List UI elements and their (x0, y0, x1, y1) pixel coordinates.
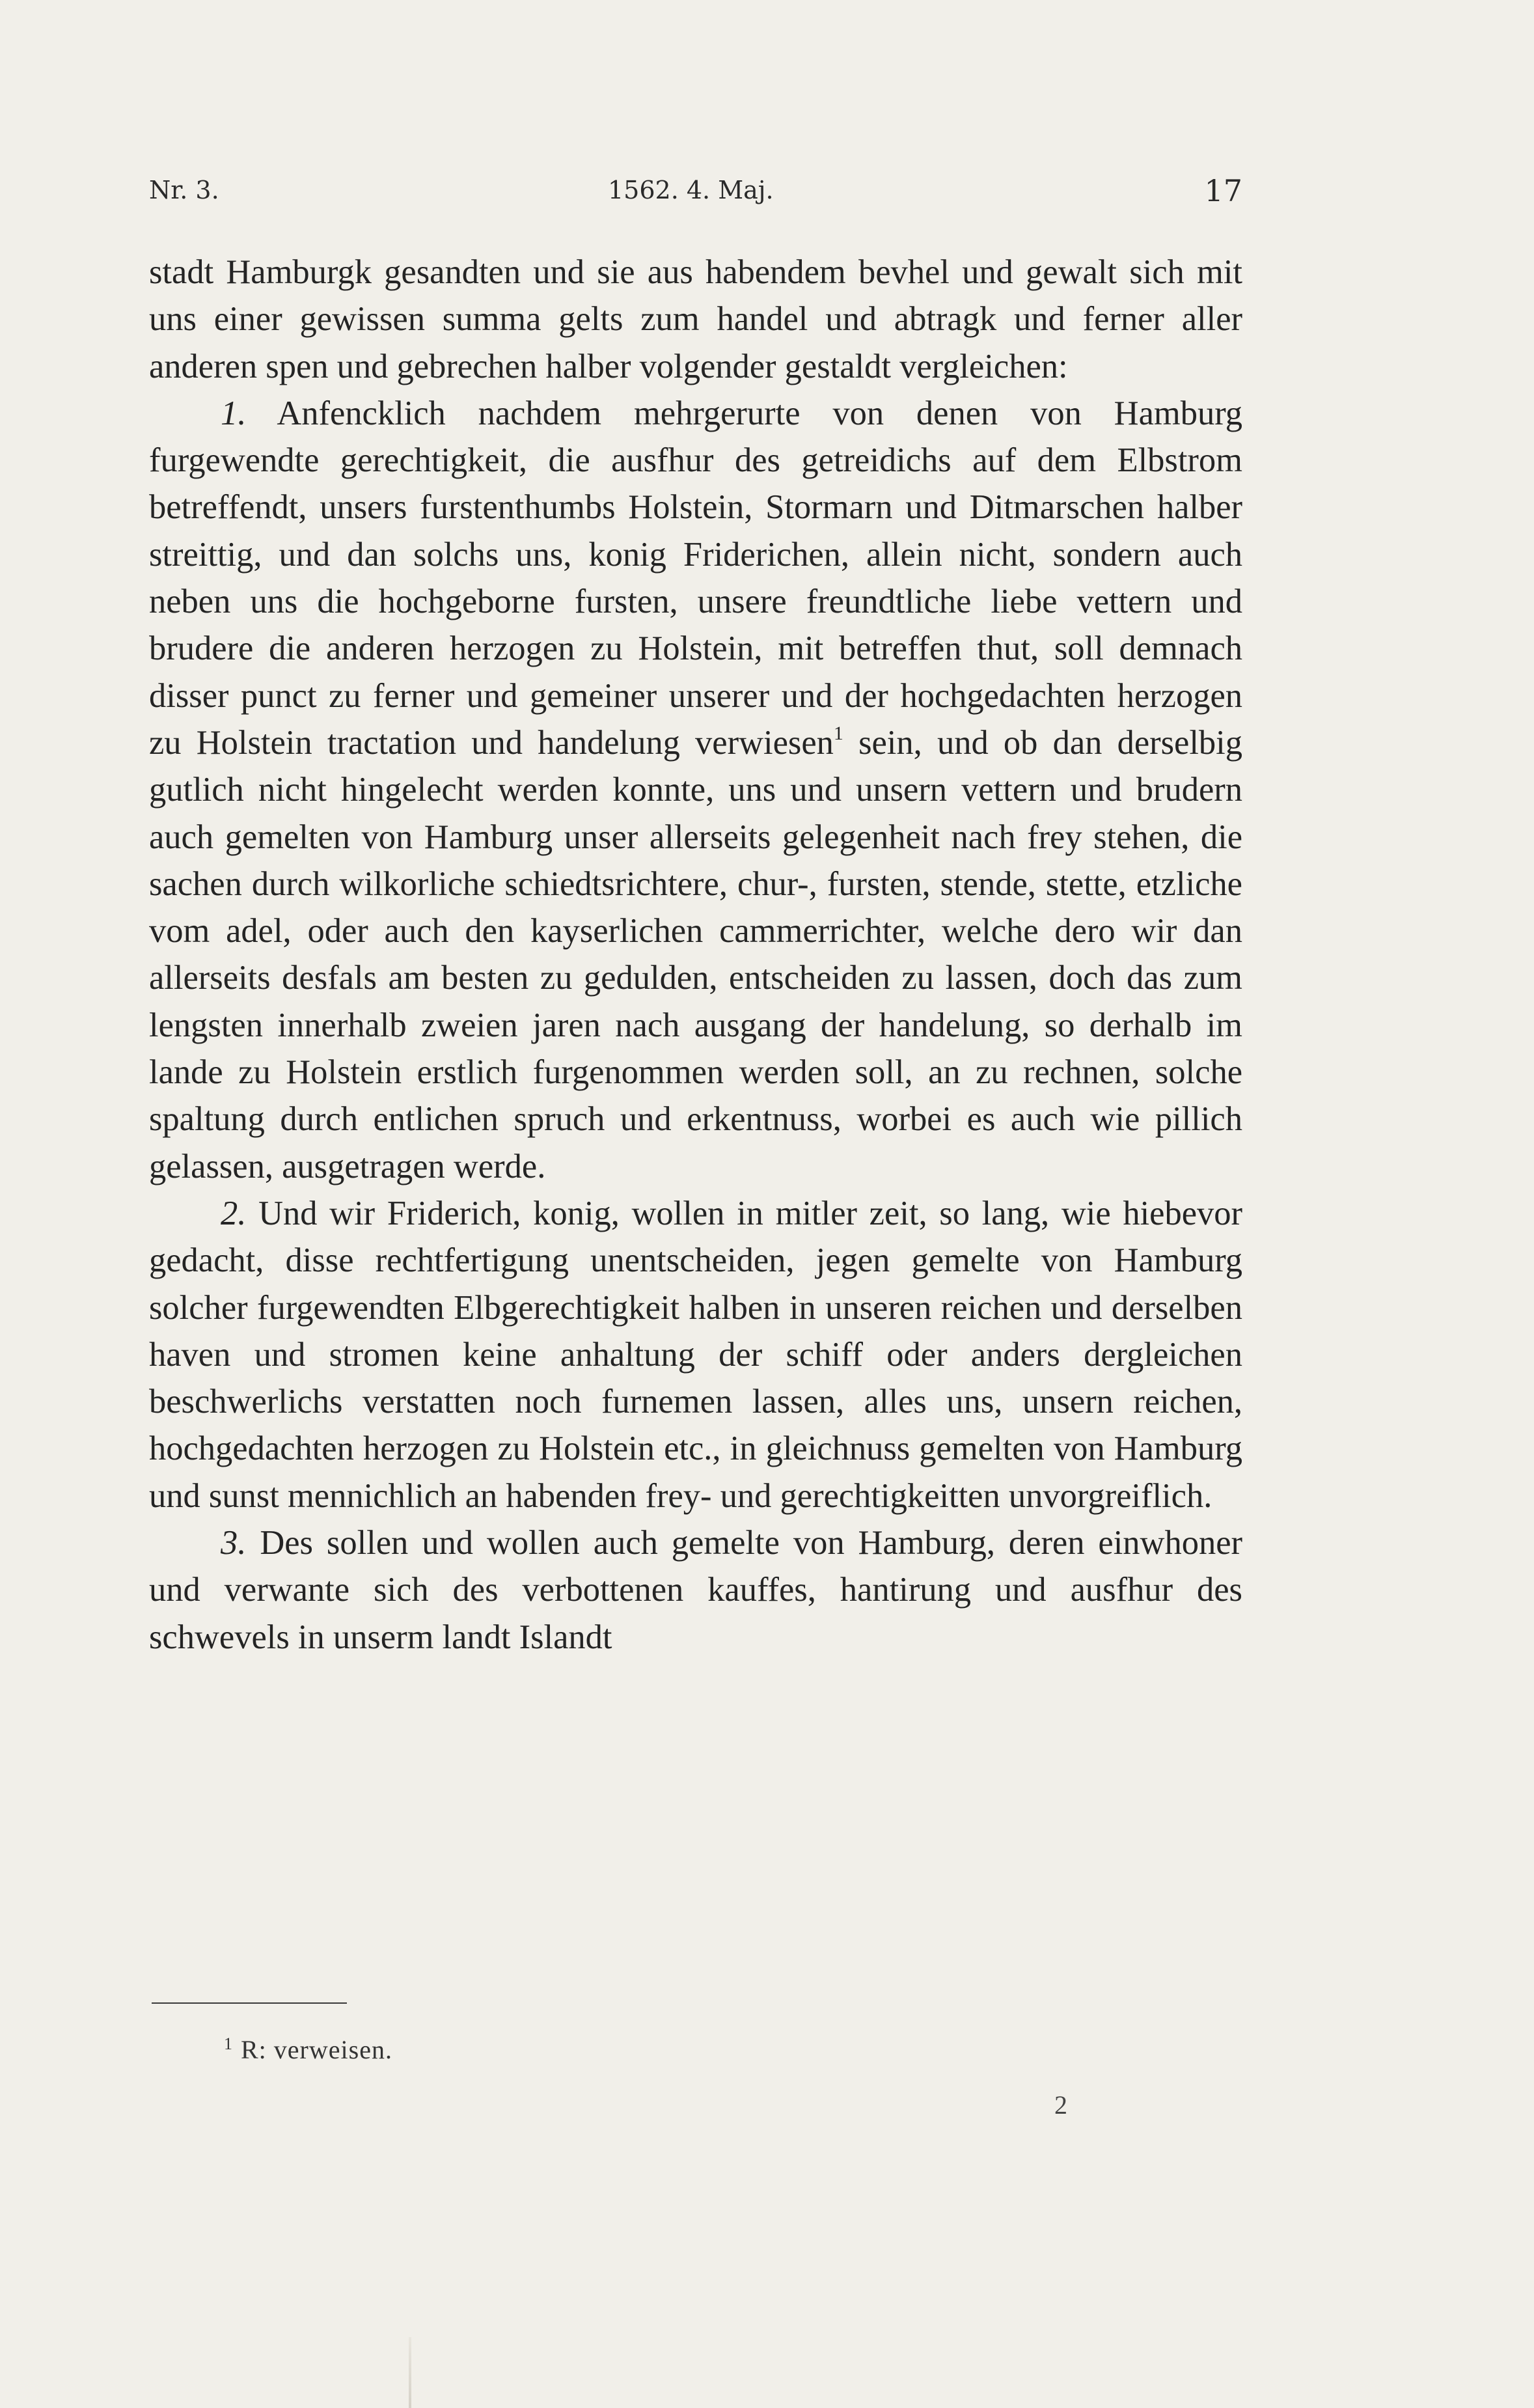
running-header (149, 173, 1242, 215)
section-number: 2. (221, 1194, 247, 1232)
paragraph-2 (149, 1190, 1242, 1519)
page-number: 17 (1204, 173, 1242, 208)
document-date: 1562. 4. Maj. (608, 176, 774, 204)
paragraph-text: Anfencklich nachdem mehrgerurte von denen von Hamburg furgewendte gerechtigkeit, die ausfhur des getreidichs auf dem Elbstrom betreffendt, unsers furstenthumbs Holstein, Stormarn und Ditmarschen halber streittig, und dan solchs uns, konig Friderichen, allein nicht, sondern auch neben uns die hochgeborne fursten, unsere freundtliche liebe vettern und brudere die anderen herzogen zu Holstein, mit betreffen thut, soll demnach disser punct zu ferner und gemeiner unserer und der hochgedachten herzogen zu Holstein tractation und handelung verwiesen (149, 394, 1242, 762)
footnote-reference: 1 (833, 722, 843, 744)
footnote-divider (152, 2002, 347, 2004)
section-number: 1. (221, 394, 247, 432)
paragraph-3 (149, 1519, 1242, 1661)
document-number: Nr. 3. (149, 176, 219, 204)
paragraph-text-continued: sein, und ob dan derselbig gutlich nicht hingelecht werden konnte, uns und unsern vettern und brudern auch gemelten von Hamburg unser allerseits gelegenheit nach frey stehen, die sachen durch wilkorliche schiedtsrichtere, chur-, fursten, stende, stette, etzliche vom adel, oder auch den kayserlichen cammerrichter, welche dero wir dan allerseits desfals am besten zu gedulden, entscheiden zu lassen, doch das zum lengsten innerhalb zweien jaren nach ausgang der handelung, so derhalb im lande zu Holstein erstlich furgenommen werden soll, an zu rechnen, solche spaltung durch entlichen spruch und erkentnuss, worbei es auch wie pillich gelassen, ausgetragen werde. (149, 723, 1243, 1185)
main-text (149, 249, 1242, 1661)
paragraph-1 (149, 390, 1242, 1190)
binding-shadow (409, 2337, 411, 2408)
footnote-text: R: verweisen. (241, 2035, 392, 2064)
paragraph-text: stadt Hamburgk gesandten und sie aus habendem bevhel und gewalt sich mit uns einer gewissen summa gelts zum handel und abtragk und ferner aller anderen spen und gebrechen halber volgender gestaldt vergleichen: (149, 253, 1242, 385)
signature-mark: 2 (1054, 2090, 1067, 2120)
paragraph-text: Und wir Friderich, konig, wollen in mitler zeit, so lang, wie hiebevor gedacht, disse rechtfertigung unentscheiden, jegen gemelte von Hamburg solcher furgewendten Elbgerechtigkeit halben in unseren reichen und derselben haven und stromen keine anhaltung der schiff oder anders dergleichen beschwerlichs verstatten noch furnemen lassen, alles uns, unsern reichen, hochgedachten herzogen zu Holstein etc., in gleichnuss gemelten von Hamburg und sunst mennichlich an habenden frey- und gerechtigkeitten unvorgreiflich. (149, 1194, 1243, 1515)
footnote (224, 2034, 392, 2065)
footnote-marker: 1 (224, 2034, 233, 2053)
paragraph-text: Des sollen und wollen auch gemelte von Hamburg, deren einwhoner und verwante sich des verbottenen kauffes, hantirung und ausfhur des schwevels in unserm landt Islandt (149, 1524, 1242, 1656)
section-number: 3. (221, 1524, 247, 1562)
paragraph-intro (149, 249, 1242, 390)
